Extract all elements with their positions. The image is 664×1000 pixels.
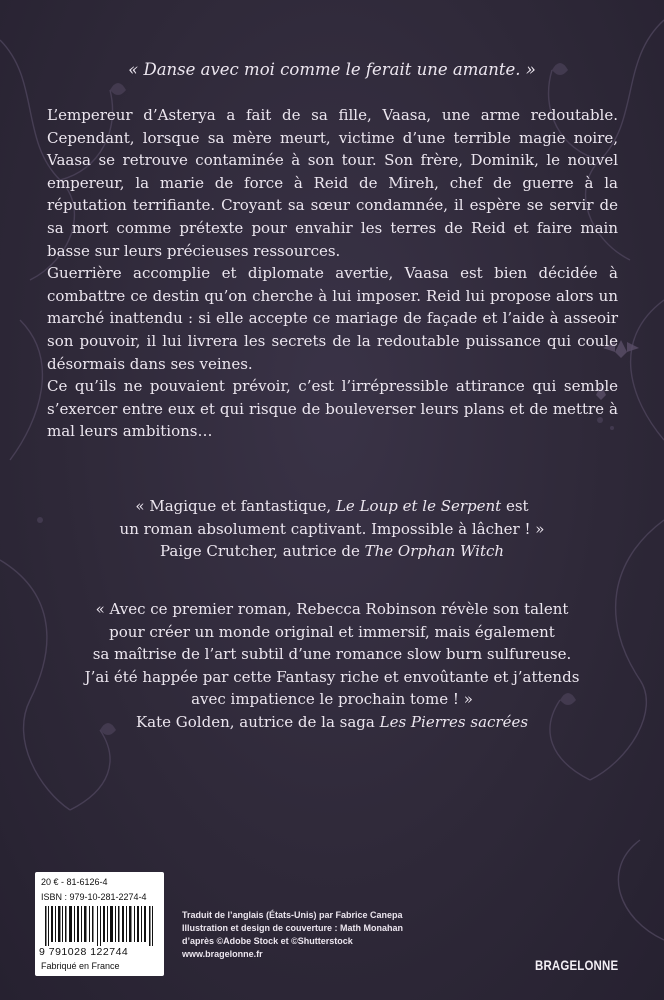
review-quote xyxy=(30,598,634,733)
credit-line: d’après ©Adobe Stock et ©Shutterstock xyxy=(182,936,353,946)
quote-line: un roman absolument captivant. Impossible à lâcher ! » xyxy=(119,519,545,538)
synopsis-paragraph: Guerrière accomplie et diplomate avertie, Vaasa est bien décidée à combattre ce destin qu’on cherche à lui imposer. Reid lui propose alors un marché inattendu : si elle accepte ce mariage de façade et l’aide à asseoir son pouvoir, il lui livrera les secrets de la redoutable puissance qui coule désormais dans ses veines. xyxy=(47,264,618,373)
review-quote xyxy=(30,495,634,563)
publisher-logo: BRAGELONNE xyxy=(535,957,619,973)
quote-line: sa maîtrise de l’art subtil d’une romance slow burn sulfureuse. xyxy=(92,645,572,663)
credits xyxy=(182,909,482,961)
synopsis xyxy=(47,104,618,443)
synopsis-paragraph: Ce qu’ils ne pouvaient prévoir, c’est l’irrépressible attirance qui semble s’exercer entre eux et qui risque de bouleverser leurs plans et de mettre à mal leurs ambitions… xyxy=(47,377,618,441)
quote-line: pour créer un monde original et immersif, mais également xyxy=(109,622,555,641)
made-in-label: Fabriqué en France xyxy=(41,961,120,971)
price-label: 20 € - 81-6126-4 xyxy=(41,877,108,887)
synopsis-paragraph: L’empereur d’Asterya a fait de sa fille, Vaasa, une arme redoutable. Cependant, lorsque sa mère meurt, victime d’une terrible magie noire, Vaasa se retrouve contaminée à son tour. Son frère, Dominik, le nouvel empereur, la marie de force à Reid de Mireh, chef de guerre à la réputation terrifiante. Croyant sa sœur condamnée, il espère se servir de sa mort comme prétexte pour envahir les terres de Reid et faire main basse sur leurs précieuses ressources. xyxy=(47,106,618,260)
isbn-label: ISBN : 979-10-281-2274-4 xyxy=(41,892,147,902)
quote-attribution: Paige Crutcher, autrice de The Orphan Witch xyxy=(159,542,505,560)
quote-line: « Magique et fantastique, Le Loup et le Serpent est xyxy=(135,497,529,515)
tagline: « Danse avec moi comme le ferait une amante. » xyxy=(128,60,536,79)
barcode-label xyxy=(35,872,164,976)
barcode-icon xyxy=(45,906,155,946)
quote-line: avec impatience le prochain tome ! » xyxy=(191,690,473,708)
credit-line: Illustration et design de couverture : Math Monahan xyxy=(182,923,404,933)
credit-line: Traduit de l’anglais (États-Unis) par Fabrice Canepa xyxy=(182,910,403,920)
quote-attribution: Kate Golden, autrice de la saga Les Pierres sacrées xyxy=(135,712,529,731)
publisher-website: www.bragelonne.fr xyxy=(182,949,263,959)
quote-line: « Avec ce premier roman, Rebecca Robinson révèle son talent xyxy=(95,600,569,618)
quote-line: J’ai été happée par cette Fantasy riche et envoûtante et j’attends xyxy=(84,667,580,686)
barcode-digits: 9 791028 122744 xyxy=(39,946,129,958)
